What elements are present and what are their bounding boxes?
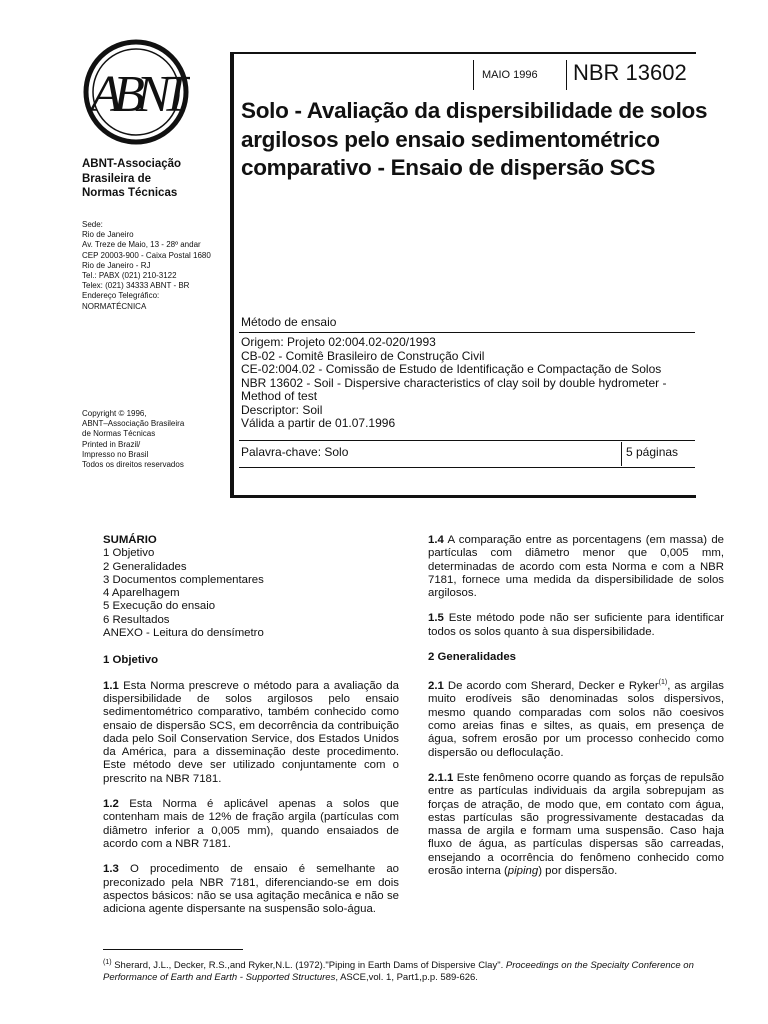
toc-item: 3 Documentos complementares (103, 573, 264, 586)
org-address: Sede: Rio de Janeiro Av. Treze de Maio, 13 - 28º andar CEP 20003-900 - Caixa Postal 1680 Rio de Janeiro - RJ Tel.: PABX (021) 210-3122 Telex: (021) 34333 ABNT - BR Endereço Telegráfico: NORMATÉCNICA (82, 220, 211, 311)
paragraph: 1.4 A comparação entre as porcentagens (em massa) de partículas com diâmetro menor que 0,005 mm, determinadas de acordo com esta Norma e com a NBR 7181, fornece uma medida da dispersibilidade de solos argilosos. (428, 534, 724, 600)
abnt-logo (82, 38, 190, 146)
paragraph: 1.5 Este método pode não ser suficiente para identificar todos os solos quanto à sua dispersibilidade. (428, 612, 724, 638)
divider (473, 60, 474, 90)
paragraph: 1.3 O procedimento de ensaio é semelhante ao preconizado pela NBR 7181, diferenciando-se em dois aspectos básicos: não se usa agitação mecânica e não se adiciona agente dispersante na suspensão solo-água. (103, 863, 399, 916)
org-name: ABNT-Associação Brasileira de Normas Técnicas (82, 158, 182, 199)
divider (239, 467, 695, 468)
document-title: Solo - Avaliação da dispersibilidade de solos argilosos pelo ensaio sedimentométrico comparativo - Ensaio de dispersão SCS (241, 98, 708, 180)
footnote-rule (103, 949, 243, 950)
divider (621, 442, 622, 466)
document-type: Método de ensaio (241, 315, 337, 329)
summary-heading: SUMÁRIO (103, 534, 157, 546)
toc-item: 1 Objetivo (103, 547, 155, 560)
toc-item: 4 Aparelhagem (103, 587, 180, 600)
left-column (103, 534, 399, 928)
table-of-contents (103, 547, 399, 640)
origin-block: Origem: Projeto 02:004.02-020/1993 CB-02 - Comitê Brasileiro de Construção Civil CE-02:004.02 - Comissão de Estudo de Identificação e Compactação de Solos NBR 13602 - Soil - Dispersive characteristics of clay soil by double hydrometer - Method of test Descriptor: Soil Válida a partir de 01.07.1996 (241, 335, 667, 430)
paragraph: 2.1.1 Este fenômeno ocorre quando as forças de repulsão entre as partículas individuais da argila sobrepujam as forças de atração, de modo que, em contato com água, estas partículas são progressivamente destacadas da massa de argila e formam uma suspensão. Caso haja fluxo de água, as partículas dispersas são carreadas, ensejando a ocorrência do fenômeno conhecido como erosão interna (piping) por dispersão. (428, 771, 724, 878)
page-count: 5 páginas (626, 445, 679, 459)
right-column (428, 534, 724, 890)
header-frame-left (230, 52, 234, 497)
publication-date: MAIO 1996 (482, 69, 538, 81)
toc-item: ANEXO - Leitura do densímetro (103, 627, 264, 640)
copyright-notice: Copyright © 1996, ABNT–Associação Brasileira de Normas Técnicas Printed in Brazil/ Impresso no Brasil Todos os direitos reservados (82, 409, 185, 470)
svg-text:ABNT: ABNT (90, 66, 182, 123)
toc-item: 6 Resultados (103, 613, 170, 626)
section-heading: 2 Generalidades (428, 651, 517, 664)
divider (566, 60, 567, 90)
toc-item: 5 Execução do ensaio (103, 600, 216, 613)
footnote: $^{(1)}$ Sherard, J.L., Decker, R.S.,and Ryker,N.L. (1972)."Piping in Earth Dams of Dispersive Clay". Proceedings on the Specialty Conference on Performance of Earth and Earth - Supported Structures, ASCE,vol. 1, Part1,p.p. 589-626. (103, 959, 694, 983)
divider (239, 332, 695, 333)
paragraph: 1.2 Esta Norma é aplicável apenas a solos que contenham mais de 12% de fração argila (partículas com diâmetro inferior a 0,005 mm), quando ensaiados de acordo com a NBR 7181. (103, 798, 399, 850)
keyword: Palavra-chave: Solo (241, 445, 349, 459)
toc-item: 2 Generalidades (103, 560, 187, 573)
standard-number: NBR 13602 (573, 60, 687, 85)
section-heading: 1 Objetivo (103, 654, 159, 667)
paragraph: 1.1 Esta Norma prescreve o método para a avaliação da dispersibilidade de solos argilosos pelo ensaio sedimentométrico comparativo, também conhecido como ensaio de dispersão SCS, em decorrência da contribuição dada pelo Soil Conservation Service, dos Estados Unidos da América, para a disseminação deste procedimento. Este método deve ser utilizado conjuntamente com o prescrito na NBR 7181. (103, 679, 399, 785)
divider (239, 440, 695, 441)
header-frame-top (230, 52, 696, 54)
paragraph: 2.1 De acordo com Sherard, Decker e Ryker$^{(1)}$, as argilas muito erodíveis são denominadas solos dispersivos, mesmo quando comparadas com solos não coesivos como areias finas e siltes, as quais, em presença de água, sofrem erosão por um processo conhecido como dispersão ou defloculação. (428, 679, 724, 759)
footnote-ref: (1) (658, 679, 668, 687)
header-frame-bottom (230, 495, 696, 498)
